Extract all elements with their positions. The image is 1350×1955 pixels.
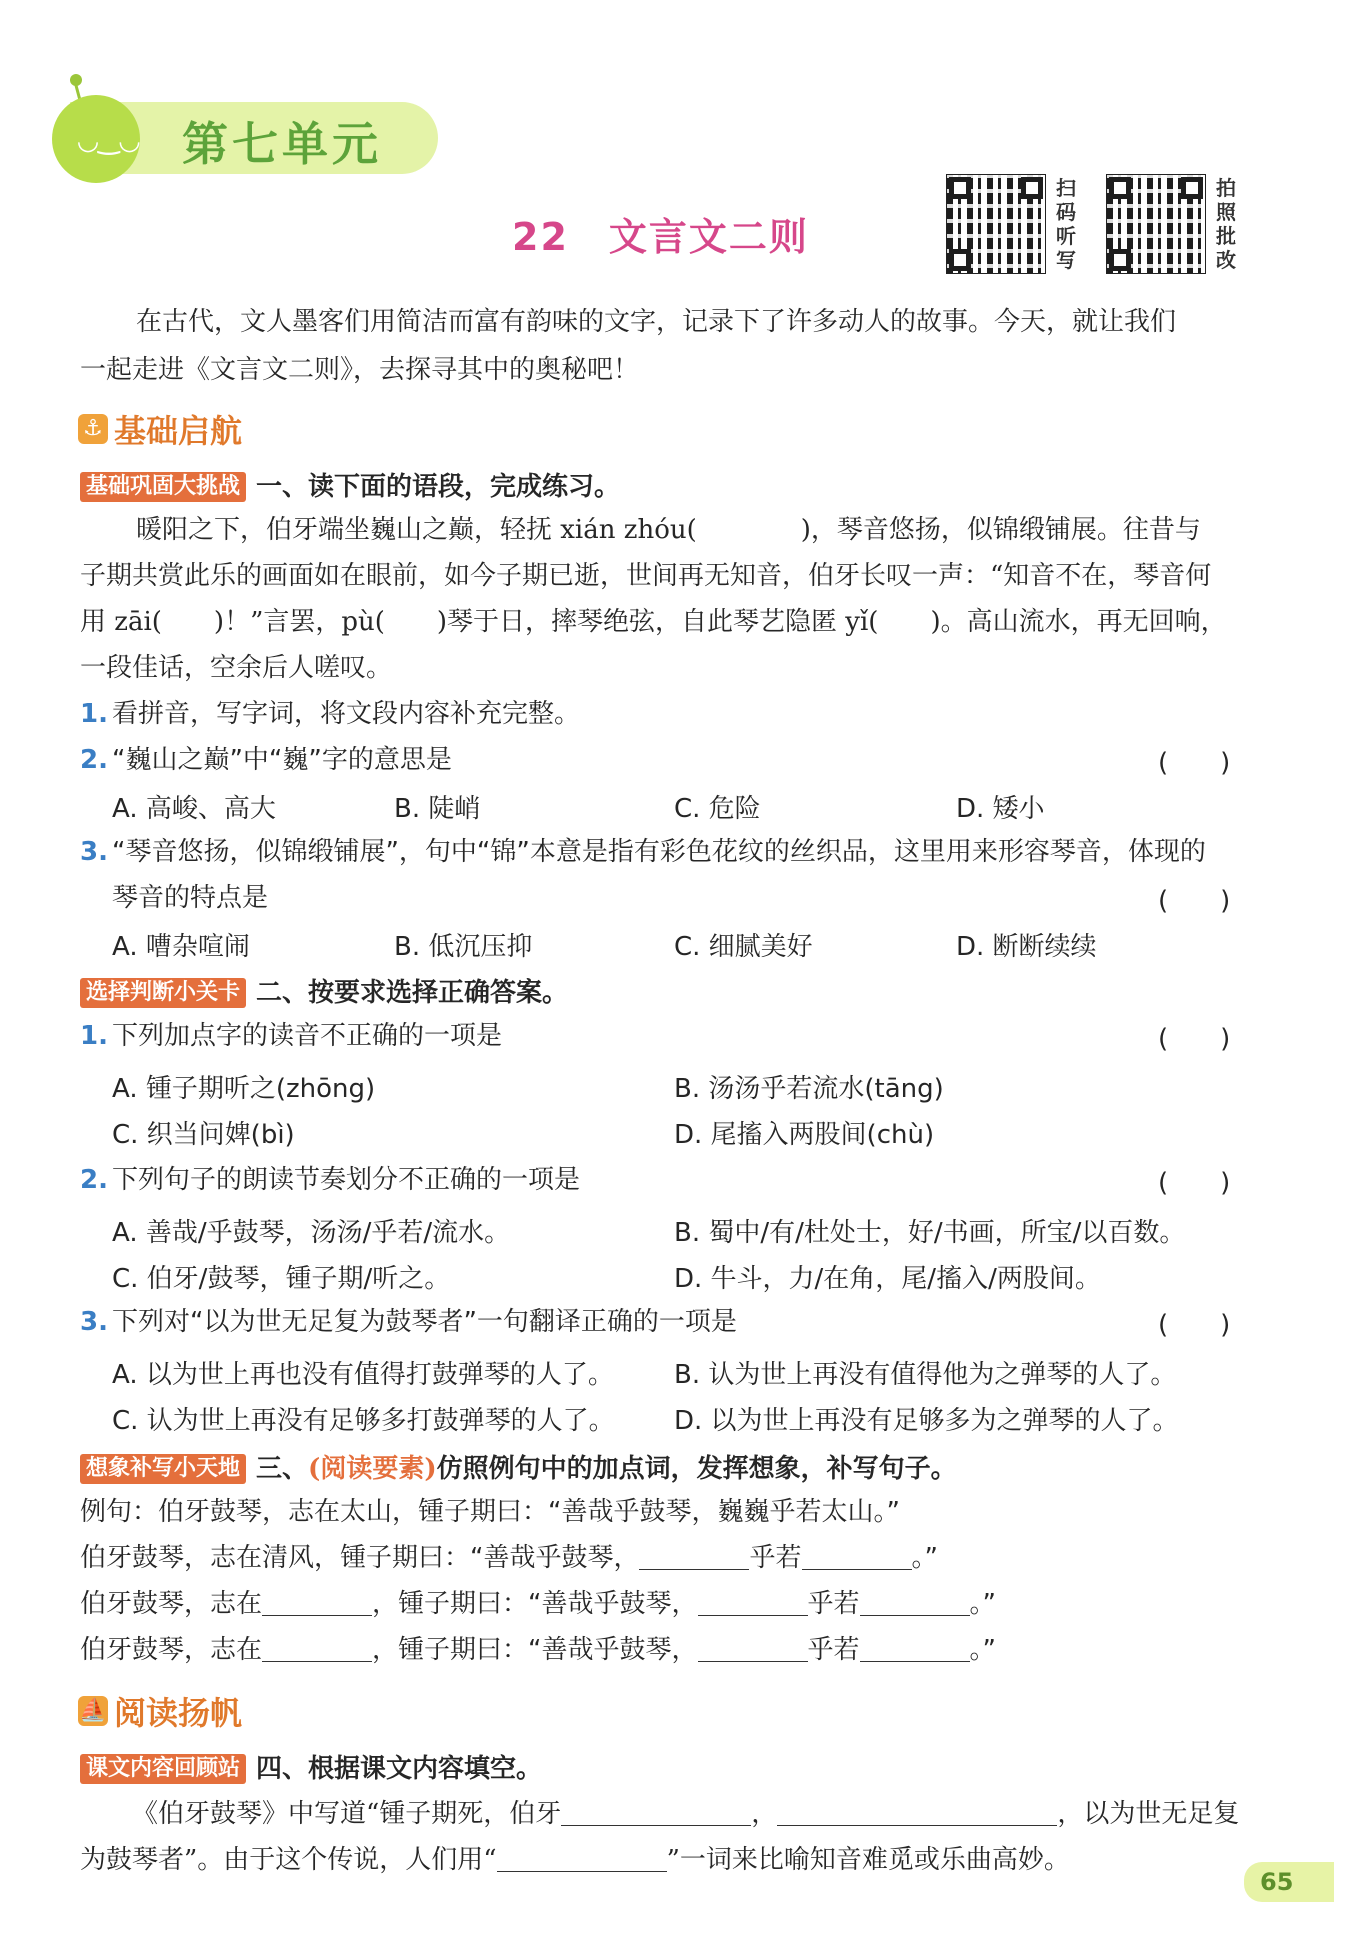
q3-line-1-blank-2[interactable] (802, 1541, 912, 1570)
q3-reading-element-tag: (阅读要素) (308, 1454, 437, 1484)
q3-heading-text: 仿照例句中的加点词，发挥想象，补写句子。 (436, 1454, 957, 1484)
q2-item-3-option-c[interactable]: C. 认为世上再没有足够多打鼓弹琴的人了。 (112, 1406, 615, 1436)
q3-line-3-blank-3[interactable] (860, 1633, 970, 1662)
q1-tag: 基础巩固大挑战 (80, 472, 246, 502)
q3-line-3: 伯牙鼓琴，志在 ，锺子期曰：“善哉乎鼓琴， 乎若 。” (80, 1635, 996, 1665)
q1-item-3-option-c[interactable]: C. 细腻美好 (674, 932, 813, 962)
sail-icon: ⛵ (78, 1696, 108, 1726)
q3-line-3-blank-2[interactable] (698, 1633, 808, 1662)
q1-item-3-option-a[interactable]: A. 嘈杂喧闹 (112, 932, 250, 962)
section-basic (78, 406, 242, 452)
passage-line-1: 暖阳之下，伯牙端坐巍山之巅，轻抚 xián zhóu( )，琴音悠扬，似锦缎铺展。往昔与 (136, 515, 1201, 545)
q4-line-1: 《伯牙鼓琴》中写道“锺子期死，伯牙 ， ，以为世无足复 (132, 1799, 1240, 1829)
section-reading-title: 阅读扬帆 (114, 1694, 243, 1732)
q3-line-1-blank-1[interactable] (639, 1541, 749, 1570)
lesson-title (512, 206, 809, 261)
qr-code-grade-icon[interactable] (1106, 174, 1206, 274)
q2-item-3: 3. 下列对“以为世无足复为鼓琴者”一句翻译正确的一项是 (80, 1307, 737, 1337)
q2-item-2-option-c[interactable]: C. 伯牙/鼓琴，锺子期/听之。 (112, 1264, 451, 1294)
q2-item-1-option-b[interactable]: B. 汤汤乎若流水(tāng) (674, 1074, 944, 1104)
q1-item-2: 2. “巍山之巅”中“巍”字的意思是 (80, 745, 452, 775)
passage-line-4: 一段佳话，空余后人嗟叹。 (80, 653, 393, 683)
q2-item-3-option-a[interactable]: A. 以为世上再也没有值得打鼓弹琴的人了。 (112, 1360, 614, 1390)
q2-item-2: 2. 下列句子的朗读节奏划分不正确的一项是 (80, 1165, 580, 1195)
q2-item-3-answer-blank[interactable]: ( ) (1158, 1310, 1231, 1340)
q1-item-3-option-b[interactable]: B. 低沉压抑 (394, 932, 533, 962)
q1-item-3-line-2: 琴音的特点是 (112, 883, 269, 913)
q4-blank-3[interactable] (497, 1843, 667, 1872)
passage-line-2: 子期共赏此乐的画面如在眼前，如今子期已逝，世间再无知音，伯牙长叹一声：“知音不在，琴音何 (80, 561, 1212, 591)
q2-tag: 选择判断小关卡 (80, 978, 246, 1008)
q1-item-2-option-c[interactable]: C. 危险 (674, 794, 761, 824)
lesson-number: 22 (512, 215, 569, 259)
q4-blank-2[interactable] (777, 1797, 1057, 1826)
anchor-icon: ⚓ (78, 414, 108, 444)
q3-line-2-blank-2[interactable] (698, 1587, 808, 1616)
q3-heading: 想象补写小天地 三、(阅读要素)仿照例句中的加点词，发挥想象，补写句子。 (80, 1448, 957, 1485)
q1-item-2-option-d[interactable]: D. 矮小 (956, 794, 1045, 824)
lesson-name: 文言文二则 (608, 215, 809, 259)
page-number: 65 (1244, 1862, 1334, 1902)
q4-tag: 课文内容回顾站 (80, 1754, 246, 1784)
q2-item-2-option-a[interactable]: A. 善哉/乎鼓琴，汤汤/乎若/流水。 (112, 1218, 511, 1248)
q2-item-2-option-b[interactable]: B. 蜀中/有/杜处士，好/书画，所宝/以百数。 (674, 1218, 1186, 1248)
q1-heading (80, 466, 620, 503)
q2-item-1-answer-blank[interactable]: ( ) (1158, 1024, 1231, 1054)
q1-heading-text: 一、读下面的语段，完成练习。 (256, 472, 621, 502)
qr-right-label: 拍 照 批 改 (1216, 176, 1236, 272)
q4-heading (80, 1748, 542, 1785)
q1-item-3-option-d[interactable]: D. 断断续续 (956, 932, 1097, 962)
section-reading (78, 1688, 242, 1734)
passage-line-3: 用 zāi( )！”言罢，pù( )琴于日，摔琴绝弦，自此琴艺隐匿 yǐ( )。高山流水，再无回响， (80, 607, 1227, 637)
qr-code-listen-icon[interactable] (946, 174, 1046, 274)
intro-line-2: 一起走进《文言文二则》，去探寻其中的奥秘吧！ (80, 355, 640, 385)
q4-line-2: 为鼓琴者”。由于这个传说，人们用“ ”一词来比喻知音难觅或乐曲高妙。 (80, 1845, 1070, 1875)
q1-item-2-answer-blank[interactable]: ( ) (1158, 748, 1231, 778)
q4-heading-text: 四、根据课文内容填空。 (256, 1754, 543, 1784)
mascot-face-icon: ◡‿◡ (78, 126, 140, 156)
q2-item-3-option-b[interactable]: B. 认为世上再没有值得他为之弹琴的人了。 (674, 1360, 1177, 1390)
q3-tag: 想象补写小天地 (80, 1454, 246, 1484)
qr-left-label: 扫 码 听 写 (1056, 176, 1076, 272)
intro-line-1: 在古代，文人墨客们用简洁而富有韵味的文字，记录下了许多动人的故事。今天，就让我们 (136, 307, 1177, 337)
q3-example: 例句：伯牙鼓琴，志在太山，锺子期曰：“善哉乎鼓琴，巍巍乎若太山。” (80, 1497, 900, 1527)
q1-item-1: 1. 看拼音，写字词，将文段内容补充完整。 (80, 699, 580, 729)
q3-line-2-blank-1[interactable] (262, 1587, 372, 1616)
q1-item-2-option-a[interactable]: A. 高峻、高大 (112, 794, 276, 824)
q2-item-1-option-c[interactable]: C. 织当问婢(bì) (112, 1120, 295, 1150)
q2-item-2-option-d[interactable]: D. 牛斗，力/在角，尾/搐入/两股间。 (674, 1264, 1101, 1294)
q2-item-3-option-d[interactable]: D. 以为世上再没有足够多为之弹琴的人了。 (674, 1406, 1179, 1436)
mascot-antenna-ball (70, 74, 82, 86)
q1-item-3: 3. “琴音悠扬，似锦缎铺展”，句中“锦”本意是指有彩色花纹的丝织品，这里用来形容琴音，体现的 (80, 837, 1206, 867)
q2-item-2-answer-blank[interactable]: ( ) (1158, 1168, 1231, 1198)
q1-item-2-option-b[interactable]: B. 陡峭 (394, 794, 481, 824)
q4-blank-1[interactable] (561, 1797, 751, 1826)
q2-item-1: 1. 下列加点字的读音不正确的一项是 (80, 1021, 502, 1051)
q3-line-1: 伯牙鼓琴，志在清风，锺子期曰：“善哉乎鼓琴， 乎若 。” (80, 1543, 938, 1573)
q1-item-3-answer-blank[interactable]: ( ) (1158, 886, 1231, 916)
q2-item-1-option-a[interactable]: A. 锺子期听之(zhōng) (112, 1074, 376, 1104)
q3-line-2-blank-3[interactable] (860, 1587, 970, 1616)
q3-line-3-blank-1[interactable] (262, 1633, 372, 1662)
q2-heading-text: 二、按要求选择正确答案。 (256, 978, 569, 1008)
section-basic-title: 基础启航 (114, 412, 243, 450)
unit-title: 第七单元 (182, 117, 382, 171)
q3-line-2: 伯牙鼓琴，志在 ，锺子期曰：“善哉乎鼓琴， 乎若 。” (80, 1589, 996, 1619)
q2-item-1-option-d[interactable]: D. 尾搐入两股间(chù) (674, 1120, 935, 1150)
q2-heading (80, 972, 568, 1009)
